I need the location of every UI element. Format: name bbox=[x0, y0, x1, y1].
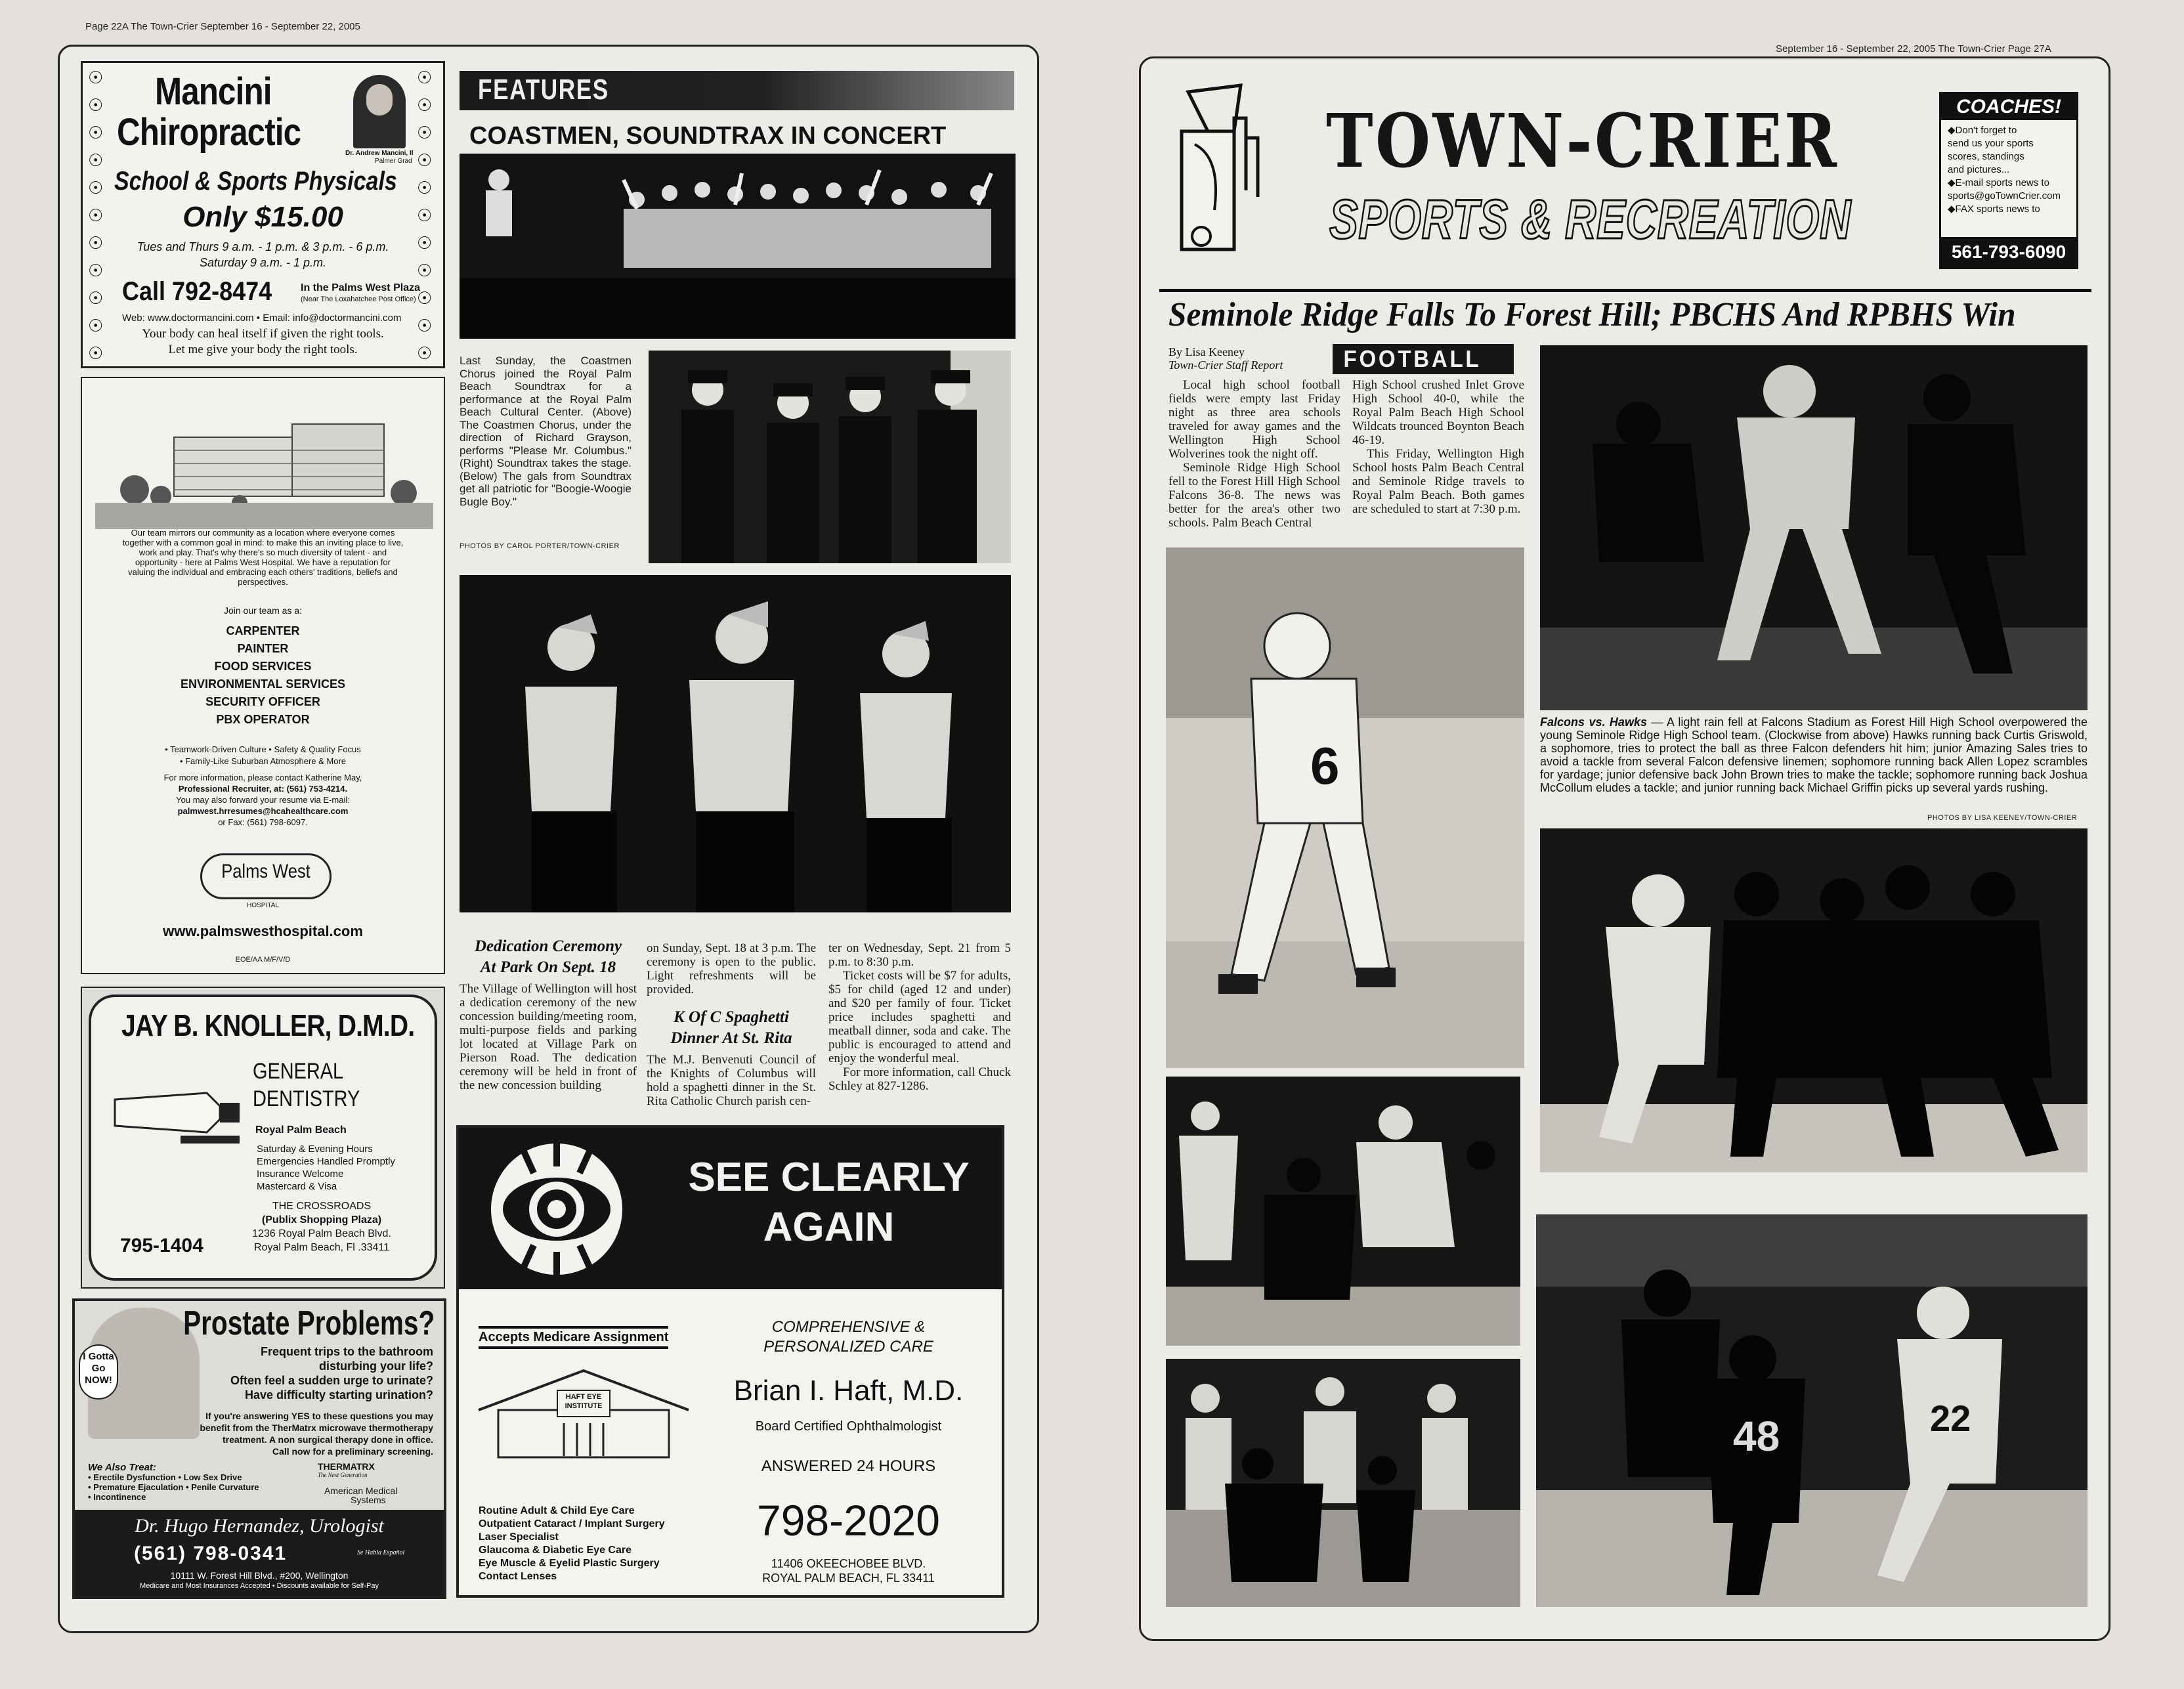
griswold-photo bbox=[1540, 345, 2088, 710]
haft-answered: ANSWERED 24 HOURS bbox=[761, 1457, 936, 1475]
mancini-tagline-2: Let me give your body the right tools. bbox=[168, 343, 358, 356]
haft-sign-2: INSTITUTE bbox=[565, 1402, 603, 1410]
knoller-town: Royal Palm Beach bbox=[255, 1124, 347, 1136]
dedication-headline-2: At Park On Sept. 18 bbox=[480, 958, 616, 976]
figure-icon: ☉ bbox=[417, 289, 433, 308]
figure-icon: ☉ bbox=[88, 123, 104, 142]
see-clearly-headline-1: SEE CLEARLY bbox=[688, 1155, 970, 1200]
haft-phone: 798-2020 bbox=[757, 1496, 940, 1545]
hospital-bullets-2: • Family-Like Suburban Atmosphere & More bbox=[179, 756, 347, 766]
hospital-building-illustration bbox=[95, 411, 433, 529]
figure-icon: ☉ bbox=[417, 123, 433, 142]
palms-west-logo-sub: HOSPITAL bbox=[247, 902, 279, 909]
svg-text:48: 48 bbox=[1733, 1413, 1780, 1460]
figure-icon: ☉ bbox=[417, 206, 433, 225]
prostate-phone: (561) 798-0341 bbox=[134, 1543, 288, 1564]
figure-icon: ☉ bbox=[417, 68, 433, 87]
mccollum-photo bbox=[1536, 1214, 2088, 1607]
knoller-dentistry-ad bbox=[81, 987, 445, 1289]
eye-icon bbox=[468, 1137, 645, 1281]
mancini-chiropractic-ad bbox=[81, 61, 445, 368]
kofc-headline-2: Dinner At St. Rita bbox=[670, 1029, 792, 1047]
kofc-col2: The M.J. Benvenuti Council of the Knights of Columbus will hold a spaghetti dinner in the St. Rita Catholic Church parish cen- bbox=[647, 1053, 816, 1108]
office-hours-1: Tues and Thurs 9 a.m. - 1 p.m. & 3 p.m. - 6 p.m. bbox=[137, 240, 389, 253]
haft-care-2: PERSONALIZED CARE bbox=[763, 1338, 933, 1356]
left-page-header: Page 22A The Town-Crier September 16 - September 22, 2005 bbox=[85, 21, 360, 32]
lopez-photo bbox=[1166, 547, 1524, 1068]
also-treat: We Also Treat: • Erectile Dysfunction • Low Sex Drive • Premature Ejaculation • Penile Curvature • Incontinence bbox=[88, 1462, 259, 1502]
prostate-questions: Frequent trips to the bathroom disturbing your life? Often feel a sudden urge to urinate? Have difficulty starting urination? bbox=[230, 1345, 433, 1401]
figure-icon: ☉ bbox=[88, 179, 104, 198]
knoller-phone: 795-1404 bbox=[120, 1235, 203, 1256]
dedication-col2: on Sunday, Sept. 18 at 3 p.m. The ceremony is open to the public. Light refreshments will be provided. bbox=[647, 941, 816, 996]
griffin-photo bbox=[1166, 1359, 1520, 1607]
prostate-headline: Prostate Problems? bbox=[182, 1304, 435, 1342]
job-item: ENVIRONMENTAL SERVICES bbox=[180, 677, 346, 691]
doctor-name: Dr. Andrew Mancini, II bbox=[345, 150, 414, 157]
job-item: SECURITY OFFICER bbox=[205, 695, 320, 708]
figure-icon: ☉ bbox=[417, 261, 433, 280]
see-clearly-headline-2: AGAIN bbox=[763, 1205, 895, 1250]
haft-cert: Board Certified Ophthalmologist bbox=[755, 1419, 942, 1434]
knoller-specialty-1: GENERAL bbox=[253, 1059, 344, 1084]
medicare-note: Accepts Medicare Assignment bbox=[479, 1326, 668, 1349]
mancini-tagline-1: Your body can heal itself if given the right tools. bbox=[142, 327, 384, 341]
hospital-bullets-1: • Teamwork-Driven Culture • Safety & Quality Focus bbox=[165, 744, 361, 754]
mancini-location-1: In the Palms West Plaza bbox=[301, 282, 420, 293]
kofc-headline-1: K Of C Spaghetti bbox=[674, 1008, 789, 1026]
figure-icon: ☉ bbox=[88, 234, 104, 253]
prostate-footer: Dr. Hugo Hernandez, Urologist (561) 798-0341 Se Habla Español 10111 W. Forest Hill Blvd., #200, Wellington Medicare and Most Insurances Accepted • Discounts available for Self-Pay bbox=[75, 1510, 444, 1596]
thermatrx-logo: THERMATRX The Next Generation bbox=[318, 1461, 375, 1478]
sports-byline: By Lisa Keeney bbox=[1168, 345, 1245, 358]
figure-icon: ☉ bbox=[88, 344, 104, 363]
football-section-tag: FOOTBALL bbox=[1333, 344, 1514, 374]
figure-icon: ☉ bbox=[417, 234, 433, 253]
figure-icon: ☉ bbox=[88, 289, 104, 308]
job-item: PAINTER bbox=[237, 642, 289, 655]
features-story: Last Sunday, the Coastmen Chorus joined the Royal Palm Beach Soundtrax for a performance at the Royal Palm Beach Cultural Center. (Above) The Coastmen Chorus, under the direction of Richard Grayson, performs "Please Mr. Columbus." (Right) Soundtrax takes the stage. (Below) The gals from Soundtrax get all patriotic for "Boogie-Woogie Bugle Boy." bbox=[460, 354, 632, 508]
hospital-intro: Our team mirrors our community as a location where everyone comes together with a common goal in mind: to make this an inviting place to live, work and play. That's why there's so much diversity of talent - and opportunity - here at Palms West Hospital. We have a reputation for valuing the individual and embracing each others' traditions, beliefs and perspectives. bbox=[122, 528, 404, 587]
mancini-name-line1: Mancini bbox=[155, 70, 272, 113]
physicals-offer: School & Sports Physicals bbox=[114, 167, 397, 196]
brown-photo bbox=[1540, 828, 2088, 1172]
figure-icon: ☉ bbox=[417, 179, 433, 198]
doctor-portrait bbox=[353, 75, 406, 148]
crier-hand-logo bbox=[1168, 79, 1267, 276]
knoller-address: THE CROSSROADS (Publix Shopping Plaza) 1236 Royal Palm Beach Blvd. Royal Palm Beach, Fl .33411 bbox=[252, 1201, 391, 1253]
soundtrax-photo bbox=[649, 351, 1011, 563]
sports-col1: Local high school football fields were empty last Friday night as three area schools traveled for away games and the Wellington High School Wolverines took the night off. Seminole Ridge High School fell to the Forest Hill High School Falcons 36-8. The news was better for the area's other two schools. Palm Beach Central bbox=[1168, 378, 1340, 530]
sports-caption: Falcons vs. Hawks — A light rain fell at Falcons Stadium as Forest Hill High School overpowered the young Seminole Ridge High School team. (Clockwise from above) Hawks running back Curtis Griswold, a sophomore, tries to protect the ball as three Falcon defenders hit him; junior Amazing Sales tries to avoid a tackle from several Falcon defensive linemen; sophomore running back Allen Lopez scrambles for yardage; junior defensive back John Brown tries to make the tackle; sophomore running back Joshua McCollum eludes a tackle; and junior running back Michael Griffin picks up several yards rushing. bbox=[1540, 716, 2088, 794]
speech-bubble: I Gotta Go NOW! bbox=[79, 1344, 118, 1400]
physicals-price: Only $15.00 bbox=[182, 201, 343, 233]
office-hours-2: Saturday 9 a.m. - 1 p.m. bbox=[199, 256, 327, 269]
palms-west-hospital-ad bbox=[81, 377, 445, 974]
palms-west-url: www.palmswesthospital.com bbox=[163, 923, 363, 939]
kofc-col3: ter on Wednesday, Sept. 21 from 5 p.m. to 8:30 p.m. Ticket costs will be $7 for adults, $5 for child (aged 12 and under) and $20 per family of four. Ticket price includes spaghetti and meatball dinner, soda and cake. The public is encouraged to attend and enjoy the wonderful meal. For more information, call Chuck Schley at 827-1286. bbox=[828, 941, 1011, 1093]
doctor-school: Palmer Grad bbox=[375, 158, 412, 165]
haft-address-1: 11406 OKEECHOBEE BLVD. bbox=[771, 1557, 926, 1570]
sports-col2: High School crushed Inlet Grove High School 40-0, while the Royal Palm Beach High School Wildcats trounced Boynton Beach 46-19. This Friday, Wellington High School hosts Palm Beach Central and Seminole Ridge travels to Royal Palm Beach. Both games are scheduled to start at 7:30 p.m. bbox=[1352, 378, 1524, 516]
sports-byline-role: Town-Crier Staff Report bbox=[1168, 358, 1283, 372]
svg-text:6: 6 bbox=[1310, 737, 1340, 795]
job-item: CARPENTER bbox=[226, 624, 300, 637]
palms-west-eoe: EOE/AA M/F/V/D bbox=[235, 956, 291, 964]
prostate-pitch: If you're answering YES to these questions you may benefit from the TherMatrx microwave thermotherapy treatment. A non surgical therapy done in office. Call now for a preliminary screening. bbox=[200, 1411, 433, 1457]
haft-sign-1: HAFT EYE bbox=[565, 1393, 602, 1401]
svg-text:22: 22 bbox=[1930, 1398, 1971, 1439]
masthead-title: TOWN-CRIER bbox=[1326, 98, 1839, 184]
knoller-services: Saturday & Evening Hours Emergencies Handled Promptly Insurance Welcome Mastercard & Visa bbox=[257, 1144, 395, 1192]
haft-doctor: Brian I. Haft, M.D. bbox=[733, 1375, 964, 1407]
haft-services: Routine Adult & Child Eye Care Outpatient Cataract / Implant Surgery Laser Specialist Glaucoma & Diabetic Eye Care Eye Muscle & Eyelid Plastic Surgery Contact Lenses bbox=[479, 1505, 665, 1582]
figure-icon: ☉ bbox=[88, 206, 104, 225]
figure-icon: ☉ bbox=[88, 68, 104, 87]
dedication-col1: The Village of Wellington will host a dedication ceremony of the new concession building/meeting room, multi-purpose fields and parking lot located at Village Park on Pierson Road. The dedication ceremony will be held in front of the new concession building bbox=[460, 982, 637, 1092]
job-item: FOOD SERVICES bbox=[214, 660, 312, 673]
haft-care-1: COMPREHENSIVE & bbox=[771, 1318, 926, 1336]
figure-icon: ☉ bbox=[88, 151, 104, 170]
haft-eye-ad bbox=[456, 1125, 1004, 1598]
coaches-text: ◆Don't forget to send us your sports scores, standings and pictures... ◆E-mail sports news to sports@goTownCrier.com ◆FAX sports news to bbox=[1948, 125, 2061, 215]
features-label-bar: FEATURES bbox=[460, 71, 1014, 110]
figure-icon: ☉ bbox=[88, 261, 104, 280]
join-team-text: Join our team as a: bbox=[223, 605, 303, 616]
soundtrax-gals-photo bbox=[460, 575, 1011, 912]
figure-icon: ☉ bbox=[417, 151, 433, 170]
features-credit: PHOTOS BY CAROL PORTER/TOWN-CRIER bbox=[460, 542, 620, 550]
mancini-phone: Call 792-8474 bbox=[122, 277, 272, 306]
knoller-specialty-2: DENTISTRY bbox=[253, 1086, 360, 1111]
features-headline: COASTMEN, SOUNDTRAX IN CONCERT bbox=[469, 122, 947, 150]
sports-headline: Seminole Ridge Falls To Forest Hill; PBCHS And RPBHS Win bbox=[1168, 296, 2016, 333]
mancini-name-line2: Chiropractic bbox=[117, 111, 301, 154]
job-list bbox=[82, 622, 444, 729]
sales-photo bbox=[1166, 1077, 1520, 1346]
hospital-contact: For more information, please contact Katherine May, Professional Recruiter, at: (561) 753-4214. You may also forward your resume via E-mail: palmwest.hrresumes@hcahealthcare.com or Fax: (561) 798-6097. bbox=[163, 773, 362, 827]
figure-icon: ☉ bbox=[88, 96, 104, 115]
mancini-web: Web: www.doctormancini.com • Email: info@doctormancini.com bbox=[122, 312, 402, 324]
figure-icon: ☉ bbox=[417, 96, 433, 115]
job-item: PBX OPERATOR bbox=[216, 713, 310, 726]
haft-building-illustration bbox=[472, 1364, 695, 1463]
coaches-box: COACHES! ◆Don't forget to send us your sports scores, standings and pictures... ◆E-mail sports news to sports@goTownCrier.com ◆FAX sports news to 561-793-6090 bbox=[1939, 92, 2078, 269]
mancini-location-2: (Near The Loxahatchee Post Office) bbox=[301, 295, 416, 303]
prostate-problems-ad bbox=[72, 1298, 446, 1599]
masthead-subtitle: SPORTS & RECREATION bbox=[1329, 188, 1852, 250]
coastmen-chorus-photo bbox=[460, 154, 1016, 339]
right-page-header: September 16 - September 22, 2005 The Town-Crier Page 27A bbox=[1776, 43, 2051, 54]
haft-address-2: ROYAL PALM BEACH, FL 33411 bbox=[762, 1571, 935, 1585]
knoller-name: JAY B. KNOLLER, D.M.D. bbox=[121, 1008, 415, 1042]
figure-icon: ☉ bbox=[417, 344, 433, 363]
coaches-fax-number: 561-793-6090 bbox=[1941, 237, 2076, 267]
ama-logo: American Medical Systems bbox=[324, 1486, 398, 1505]
figure-icon: ☉ bbox=[417, 316, 433, 335]
figure-icon: ☉ bbox=[88, 316, 104, 335]
toothpaste-icon bbox=[108, 1086, 246, 1145]
palms-west-logo: Palms West bbox=[200, 853, 332, 899]
dedication-headline-1: Dedication Ceremony bbox=[474, 937, 622, 955]
sports-photo-credit: PHOTOS BY LISA KEENEY/TOWN-CRIER bbox=[1927, 814, 2078, 822]
